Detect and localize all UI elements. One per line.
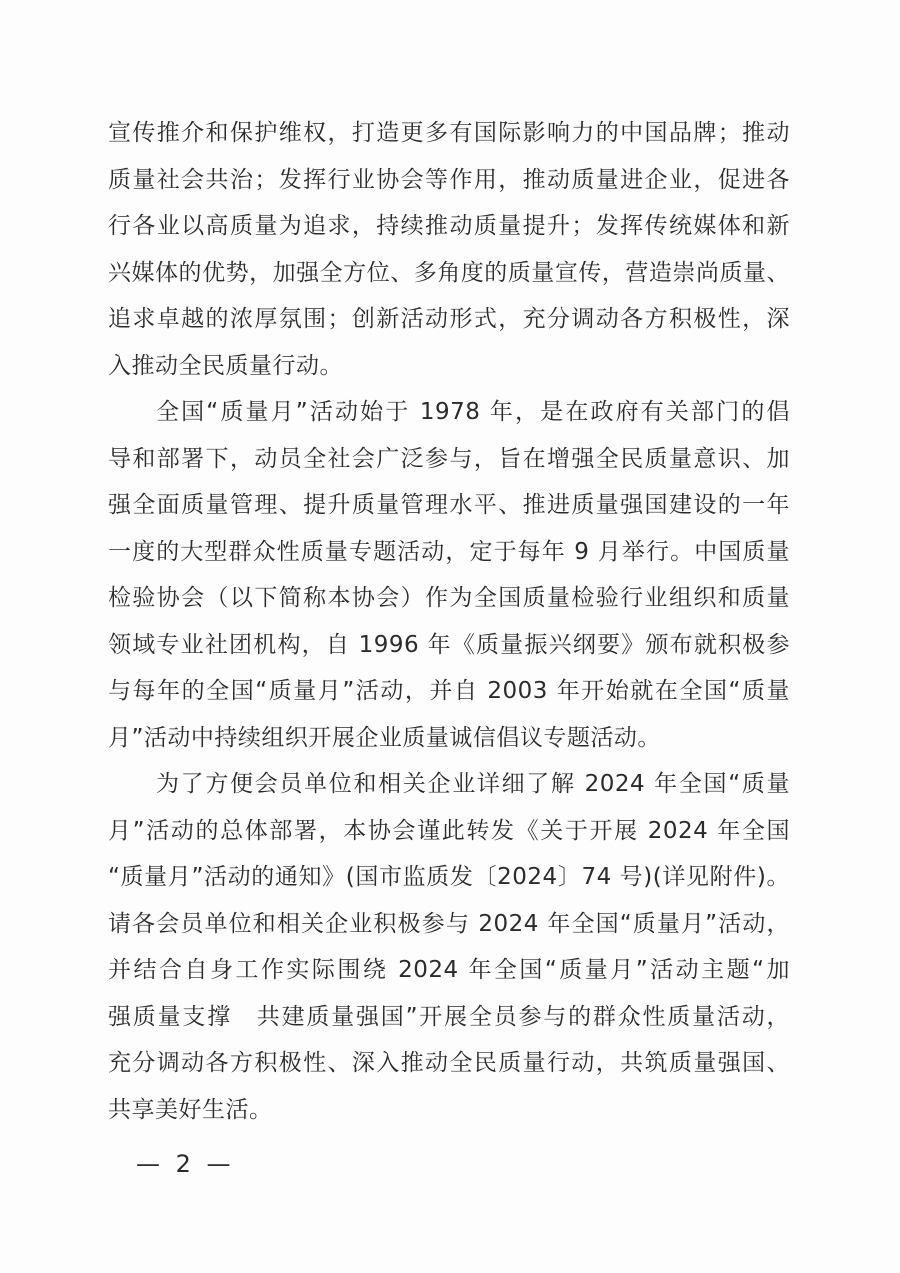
text-line: 并结合自身工作实际围绕 2024 年全国“质量月”活动主题“加 bbox=[108, 957, 790, 983]
text-line: 导和部署下，动员全社会广泛参与，旨在增强全民质量意识、加 bbox=[108, 445, 790, 472]
page-number: — 2 — bbox=[136, 1150, 235, 1178]
text-line: 为了方便会员单位和相关企业详细了解 2024 年全国“质量 bbox=[156, 771, 790, 797]
text-line: 入推动全民质量行动。 bbox=[108, 352, 343, 379]
text-line: 强质量支撑 共建质量强国”开展全员参与的群众性质量活动， bbox=[108, 1003, 790, 1030]
text-line: 共享美好生活。 bbox=[108, 1096, 273, 1123]
text-line: 强全面质量管理、提升质量管理水平、推进质量强国建设的一年 bbox=[108, 492, 790, 518]
text-line: 一度的大型群众性质量专题活动，定于每年 9 月举行。中国质量 bbox=[108, 538, 790, 565]
text-line: 行各业以高质量为追求，持续推动质量提升；发挥传统媒体和新 bbox=[108, 213, 790, 239]
text-line: 追求卓越的浓厚氛围；创新活动形式，充分调动各方积极性，深 bbox=[108, 306, 790, 332]
text-line: 月”活动的总体部署，本协会谨此转发《关于开展 2024 年全国 bbox=[108, 817, 790, 844]
text-line: “质量月”活动的通知》(国市监质发〔2024〕74 号)(详见附件)。 bbox=[108, 864, 790, 890]
text-line: 充分调动各方积极性、深入推动全民质量行动，共筑质量强国、 bbox=[108, 1050, 790, 1076]
text-line: 宣传推介和保护维权，打造更多有国际影响力的中国品牌；推动 bbox=[108, 120, 790, 146]
body-text bbox=[108, 110, 790, 1133]
text-line: 检验协会（以下简称本协会）作为全国质量检验行业组织和质量 bbox=[108, 585, 790, 611]
text-line: 与每年的全国“质量月”活动，并自 2003 年开始就在全国“质量 bbox=[108, 678, 790, 704]
text-line: 请各会员单位和相关企业积极参与 2024 年全国“质量月”活动， bbox=[108, 910, 790, 937]
text-line: 兴媒体的优势，加强全方位、多角度的质量宣传，营造崇尚质量、 bbox=[108, 259, 790, 286]
text-line: 领域专业社团机构，自 1996 年《质量振兴纲要》颁布就积极参 bbox=[108, 631, 790, 658]
text-line: 质量社会共治；发挥行业协会等作用，推动质量进企业，促进各 bbox=[108, 166, 790, 193]
text-line: 月”活动中持续组织开展企业质量诚信倡议专题活动。 bbox=[108, 724, 661, 751]
text-line: 全国“质量月”活动始于 1978 年，是在政府有关部门的倡 bbox=[156, 399, 790, 425]
